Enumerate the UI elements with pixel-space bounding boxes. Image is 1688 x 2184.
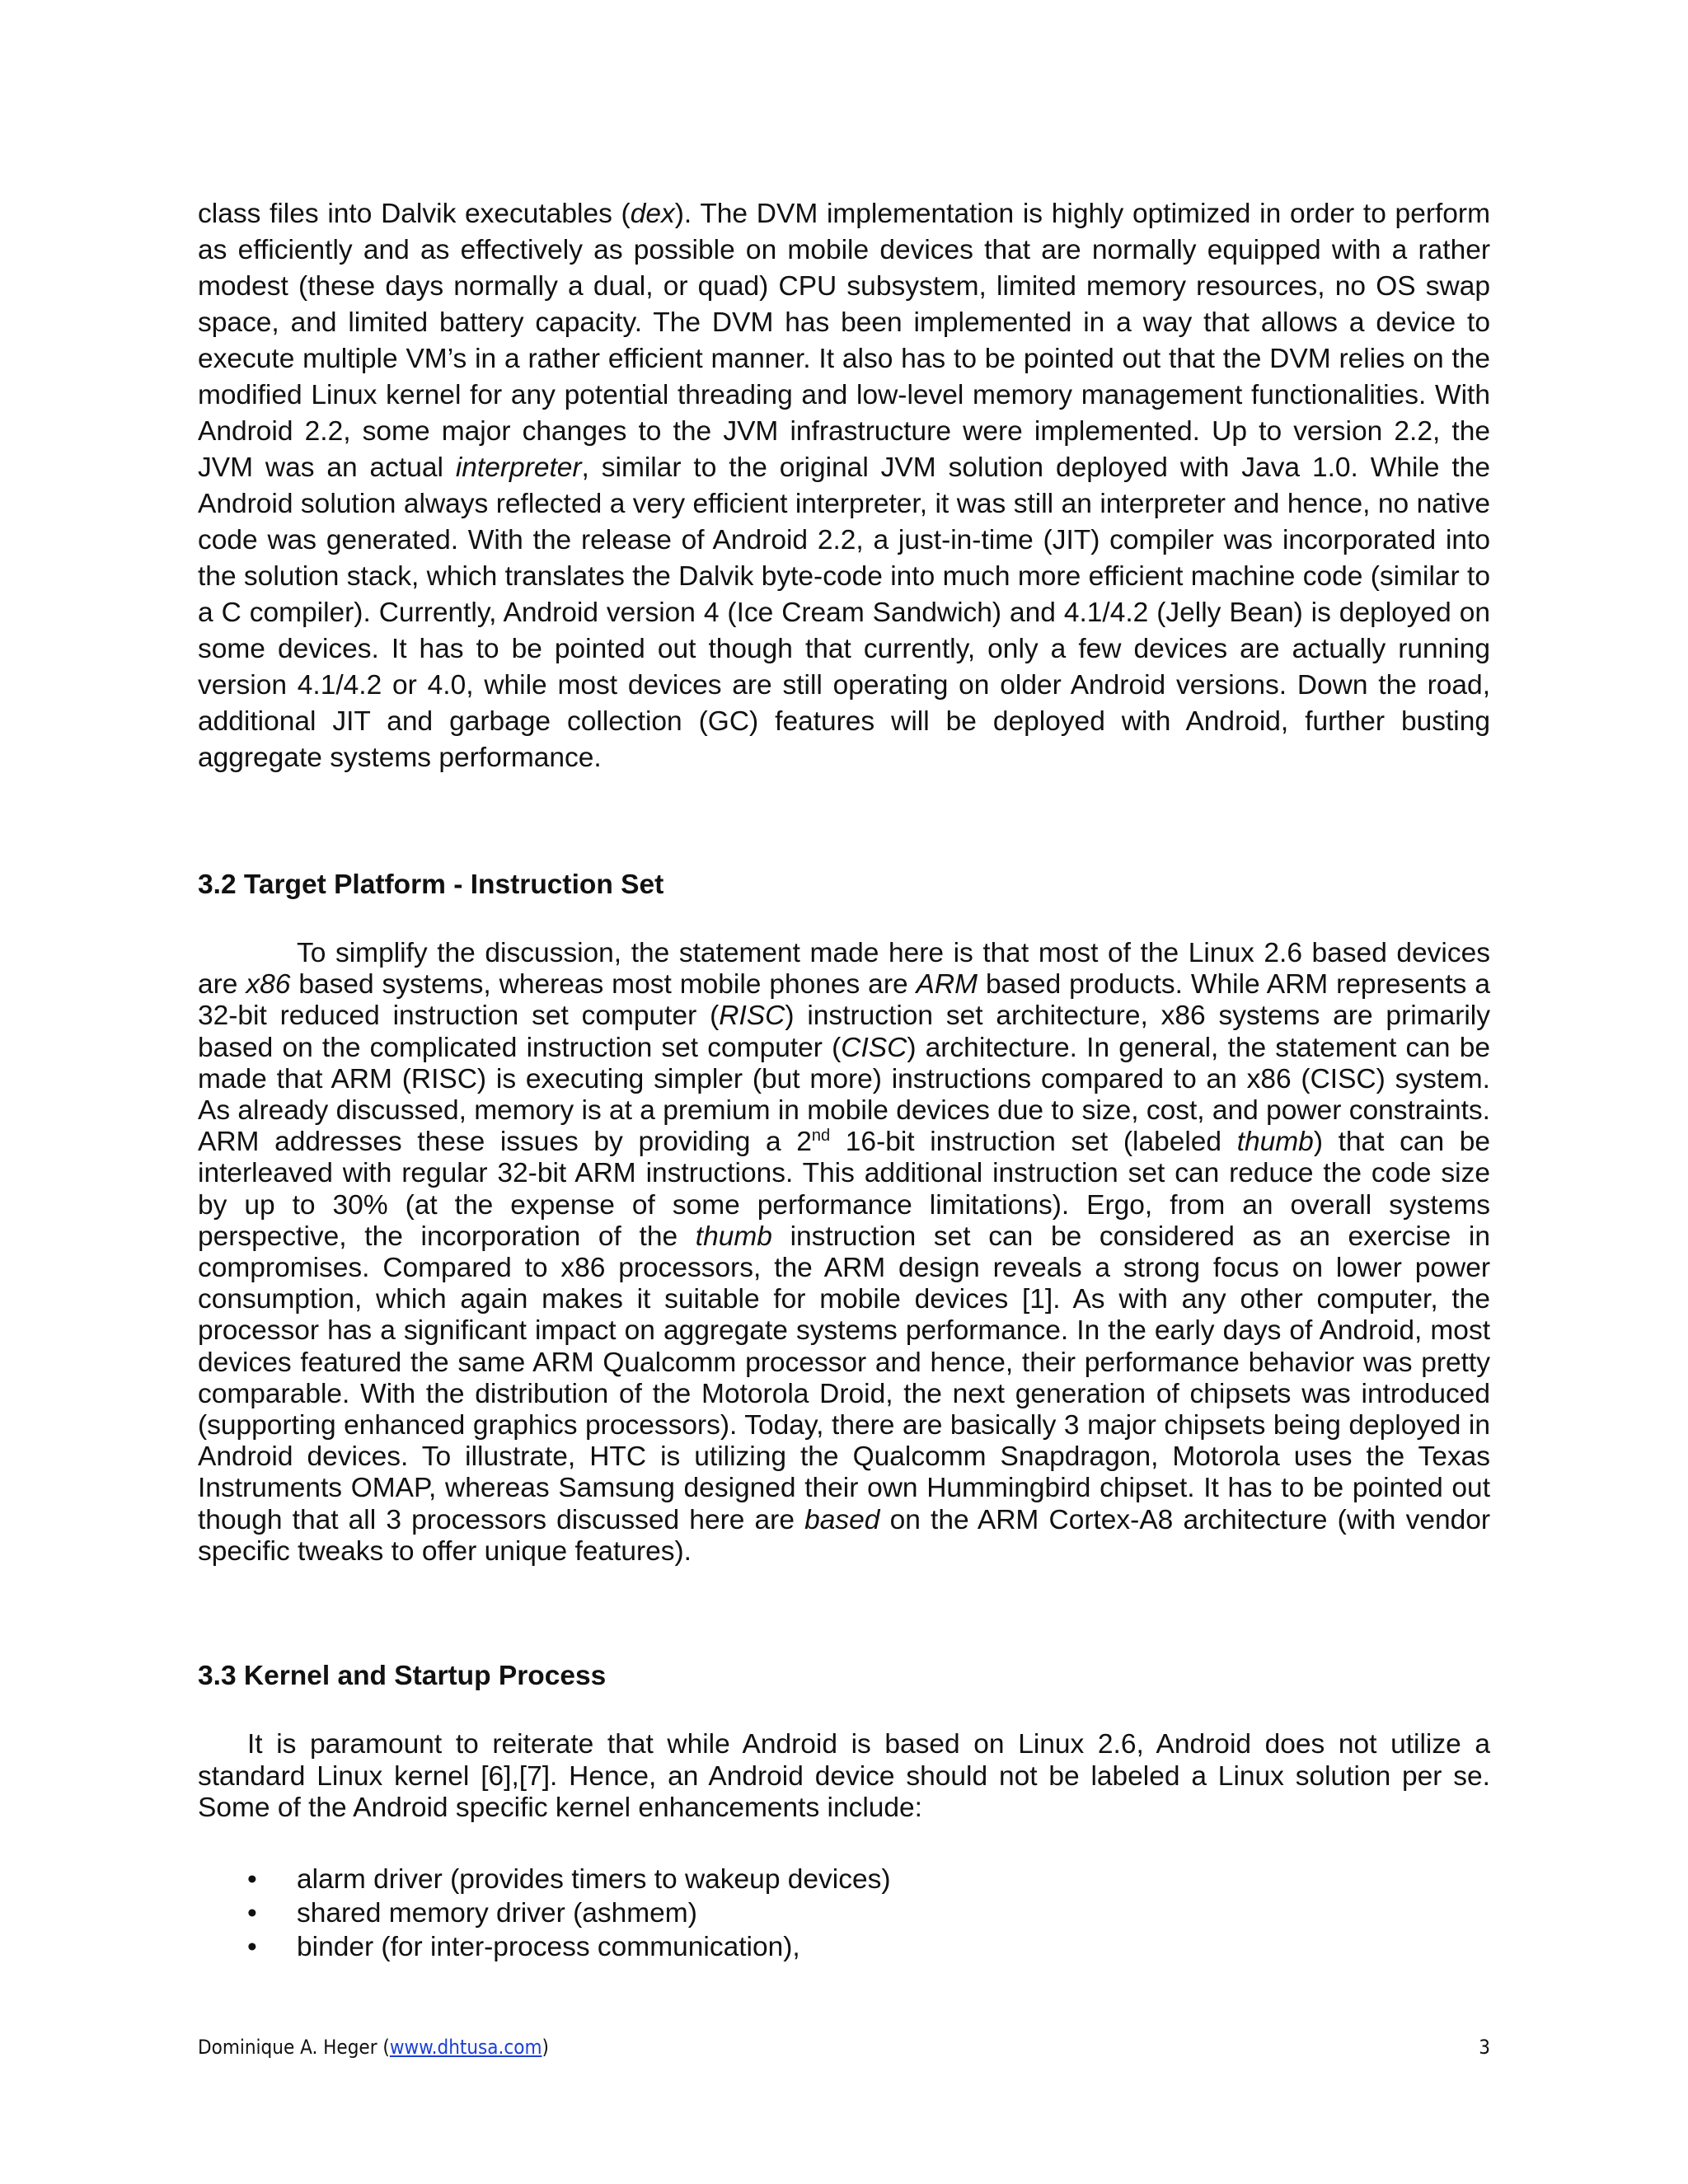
- text-run: ) that can be interleaved with regular 32-bit ARM instructions. This additional instruction set can reduce the code size by up to 30% (at the expense of some performance limitations). Ergo, from an overall systems perspective, the incorporation of the: [198, 1127, 1491, 1252]
- website-link[interactable]: www.dhtusa.com: [389, 2036, 542, 2059]
- text-run: , similar to the original JVM solution deployed with Java 1.0. While the Android solution always reflected a very efficient interpreter, it was still an interpreter and hence, no native code was generated. With the release of Android 2.2, a just-in-time (JIT) compiler was incorporated into the solution stack, which translates the Dalvik byte-code into much more efficient machine code (similar to a C compiler). Currently, Android version 4 (Ice Cream Sandwich) and 4.1/4.2 (Jelly Bean) is deployed on some devices. It has to be pointed out though that currently, only a few devices are actually running version 4.1/4.2 or 4.0, while most devices are still operating on older Android versions. Down the road, additional JIT and garbage collection (GC) features will be deployed with Android, further busting aggregate systems performance.: [198, 452, 1490, 773]
- bullet-icon: •: [247, 1932, 257, 1962]
- list-item: [198, 1930, 891, 1964]
- list-item-text: shared memory driver (ashmem): [297, 1898, 697, 1929]
- italic-run: thumb: [695, 1221, 772, 1252]
- bullet-icon: •: [247, 1864, 257, 1895]
- text-run: 16-bit instruction set (labeled: [830, 1127, 1237, 1158]
- text-run: based systems, whereas most mobile phones are: [290, 969, 917, 1001]
- italic-run: dex: [630, 199, 675, 229]
- page-footer: [198, 2036, 1490, 2059]
- list-item-text: binder (for inter-process communication),: [297, 1932, 800, 1962]
- paragraph-instruction-set: [198, 938, 1490, 1568]
- text-run: It is paramount to reiterate that while Android is based on Linux 2.6, Android does not utilize a standard Linux kernel [6],[7]. Hence, an Android device should not be labeled a Linux solution per se. Some of the Android specific kernel enhancements include:: [198, 1729, 1490, 1823]
- author-suffix: ): [542, 2036, 549, 2059]
- italic-run: RISC: [719, 1001, 785, 1032]
- footer-author: [198, 2036, 549, 2059]
- text-run: instruction set can be considered as an exercise in compromises. Compared to x86 processors, the ARM design reveals a strong focus on lower power consumption, which again makes it suitable for mobile devices [1]. As with any other computer, the processor has a significant impact on aggregate systems performance. In the early days of Android, most devices featured the same ARM Qualcomm processor and hence, their performance behavior was pretty comparable. With the distribution of the Motorola Droid, the next generation of chipsets was introduced (supporting enhanced graphics processors). Today, there are basically 3 major chipsets being deployed in Android devices. To illustrate, HTC is utilizing the Qualcomm Snapdragon, Motorola uses the Texas Instruments OMAP, whereas Samsung designed their own Hummingbird chipset. It has to be pointed out though that all 3 processors discussed here are: [198, 1221, 1490, 1535]
- list-item-text: alarm driver (provides timers to wakeup devices): [297, 1864, 891, 1895]
- author-name: Dominique A. Heger (: [198, 2036, 390, 2059]
- text-run: To simplify the discussion, the statement made here is that most of the Linux 2.6 based devices are: [198, 938, 1490, 1001]
- text-run: based products. While ARM represents a 32-bit reduced instruction set computer (: [198, 969, 1490, 1032]
- paragraph-kernel: [198, 1729, 1490, 1825]
- italic-run: based: [804, 1504, 880, 1535]
- text-run: on the ARM Cortex-A8 architecture (with vendor specific tweaks to offer unique features).: [198, 1504, 1491, 1567]
- text-run: ) architecture. In general, the statement can be made that ARM (RISC) is executing simpler (but more) instructions compared to an x86 (CISC) system. As already discussed, memory is at a premium in mobile devices due to size, cost, and power constraints. ARM addresses these issues by providing a 2: [198, 1032, 1490, 1158]
- paragraph-dvm: [198, 196, 1490, 776]
- italic-run: thumb: [1236, 1127, 1314, 1158]
- list-item: [198, 1896, 891, 1930]
- list-item: [198, 1863, 891, 1896]
- page-number: 3: [1479, 2036, 1490, 2059]
- bullet-icon: •: [247, 1898, 257, 1929]
- italic-run: ARM: [916, 969, 978, 1001]
- superscript: nd: [811, 1127, 831, 1146]
- section-heading-3-3: 3.3 Kernel and Startup Process: [198, 1661, 607, 1691]
- italic-run: interpreter: [455, 452, 582, 483]
- kernel-enhancements-list: [198, 1863, 891, 1964]
- italic-run: CISC: [841, 1032, 907, 1063]
- section-heading-3-2: 3.2 Target Platform - Instruction Set: [198, 869, 664, 900]
- text-run: ) instruction set architecture, x86 systems are primarily based on the complicated instruction set computer (: [198, 1001, 1490, 1063]
- text-run: ). The DVM implementation is highly optimized in order to perform as efficiently and as effectively as possible on mobile devices that are normally equipped with a rather modest (these days normally a dual, or quad) CPU subsystem, limited memory resources, no OS swap space, and limited battery capacity. The DVM has been implemented in a way that allows a device to execute multiple VM’s in a rather efficient manner. It also has to be pointed out that the DVM relies on the modified Linux kernel for any potential threading and low-level memory management functionalities. With Android 2.2, some major changes to the JVM infrastructure were implemented. Up to version 2.2, the JVM was an actual: [198, 199, 1490, 483]
- italic-run: x86: [246, 969, 291, 1001]
- text-run: class files into Dalvik executables (: [198, 199, 631, 229]
